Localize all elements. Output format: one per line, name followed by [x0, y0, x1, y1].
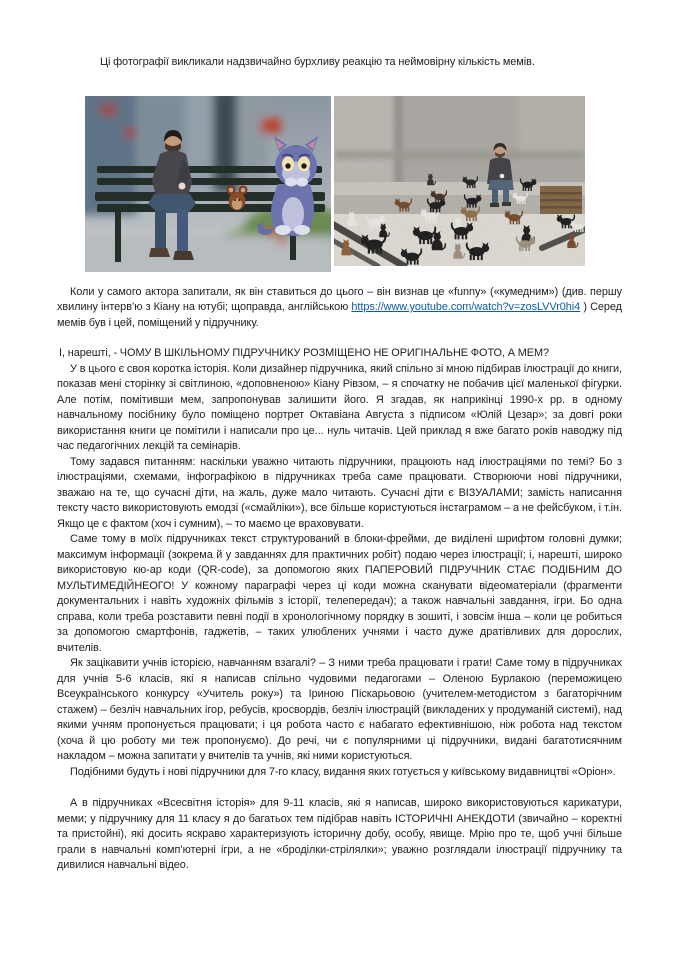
photo-grain-overlay — [334, 96, 585, 266]
youtube-link[interactable]: https://www.youtube.com/watch?v=zosLVVr0hi4 — [351, 301, 581, 313]
keanu-with-cats-photo-image — [334, 96, 585, 266]
grade7-paragraph: Подібними будуть і нові підручники для 7-го класу, видання яких готується у київському видавництві «Оріон». — [70, 765, 616, 778]
meme-images-row — [85, 96, 622, 272]
structure-paragraph: Саме тому в моїх підручниках текст структурований в блоки-фрейми, де виділені шрифтом головні думки; максимум інформації (зокрема й у завданнях для практичних робіт) подаю через ілюстрації; і, нарешті, широко використовую кю-ар коди (QR-code), за допомогою яких ПАПЕРОВИЙ ПІДРУЧНИК СТАЄ ПОДІБНИМ ДО МУЛЬТИМЕДІЙНЕОГО! У кожному параграфі через ці коди можна сканувати відеоматеріали (фрагменти документальних і навіть художніх фільмів з історії, телепередач); а також навчальні завдання, ігри. Бо одна справа, коли треба розставити певні події в хронологічному порядку в зошиті, і зовсім інша – коли це робиться за допомогою смартфонів, гаджетів, – таких улюблених учнями і часто дуже дратівливих для дорослих, вчителів. — [57, 533, 622, 654]
actor-reaction-text-before: Коли у самого актора запитали, як він ставиться до цього – він визнав це «funny» («кумедним») (див. першу хвилину інтерв’ю з Кіану на ютубі; щоправда, англійською — [57, 285, 622, 313]
intro-paragraph: Ці фотографії викликали надзвичайно бурхливу реакцію та неймовірну кількість мемів. — [100, 56, 535, 68]
question-paragraph: Тому задався питанням: наскільки уважно читають підручники, працюють над ілюстраціями по темі? Бо з ілюстраціями, схемами, інфографікою в підручниках треба саме працювати. Створюючи нові підручники, зважаю на те, що сучасні діти, на жаль, дуже мало читають. Сучасні діти є ВІЗУАЛАМИ; замість написання тексту часто використовують емодзі («смайліки»), все більше користуються інстаграмом – а не фейсбуком, і т.ін. Якщо це є фактом (хоч і сумним), – то маємо це враховувати. — [57, 455, 622, 530]
history-paragraph: У в цього є своя коротка історія. Коли дизайнер підручника, який спільно зі мною підбирав ілюстрації до книги, показав мені сторінку зі світлиною, «доповненою» Кіану Рівзом, – я спочатку не побачив цієї маленької фігурки. Але потім, помітивши мем, запропонував залишити його. Я згадав, як наприкінці 1990-х рр. в одному навчальному посібнику було поміщено портрет Октавіана Августа з підписом «Юлій Цезар»; за довгі роки використання книги це помітили і написали про це... нуль читачів. Цей приклад я вже багато років наводжу під час педагогічних лекцій та семінарів. — [57, 362, 622, 452]
engage-paragraph: Як зацікавити учнів історією, навчанням взагалі? – З ними треба працювати і грати! Саме тому в підручниках для учнів 5-6 класів, які я написав спільно чудовими педагогами – Оленою Бурлакою (переможицею Всеукраїнського конкурсу «Учитель року») та Іриною Піскарьовою (учителем-методистом з багаторічним стажем) – безліч навчальних ігор, ребусів, кросвордів, безліч ілюстрацій (викладених у продуманій системі), над якими учням пропонується працювати; і ця робота часто є набагато ефективнішою, ніж робота над текстом (хоча й цю роботу ми теж пропонуємо). До речі, чи є популярними ці підручники, видані багатотисячним накладом – можна запитати у вчителів та учнів, які ними користуються. — [57, 657, 622, 762]
grades911-paragraph: А в підручниках «Всесвітня історія» для 9-11 класів, які я написав, широко використовуються карикатури, меми; у підручнику для 11 класу я до багатьох тем підібрав навіть ІСТОРИЧНІ АНЕКДОТИ (звичайно – коректні та пристойні), які досить яскраво характеризують історичну добу, особу, явище. Мрію про те, щоб учні більше грали в навчальні комп’ютерні ігри, а не «броділки-стрілялки»; уважно розглядали ілюстрації підручнику та дивилися навчальні відео. — [57, 797, 622, 871]
actor-reaction-paragraph — [57, 285, 622, 332]
heading-paragraph: І, нарешті, - ЧОМУ В ШКІЛЬНОМУ ПІДРУЧНИКУ РОЗМІЩЕНО НЕ ОРИГІНАЛЬНЕ ФОТО, А МЕМ? — [59, 347, 549, 359]
sad-keanu-tom-jerry-meme-image — [85, 96, 331, 272]
actor-reaction-text-after: ) Серед мемів був і цей, поміщений у підручнику. — [57, 301, 622, 329]
